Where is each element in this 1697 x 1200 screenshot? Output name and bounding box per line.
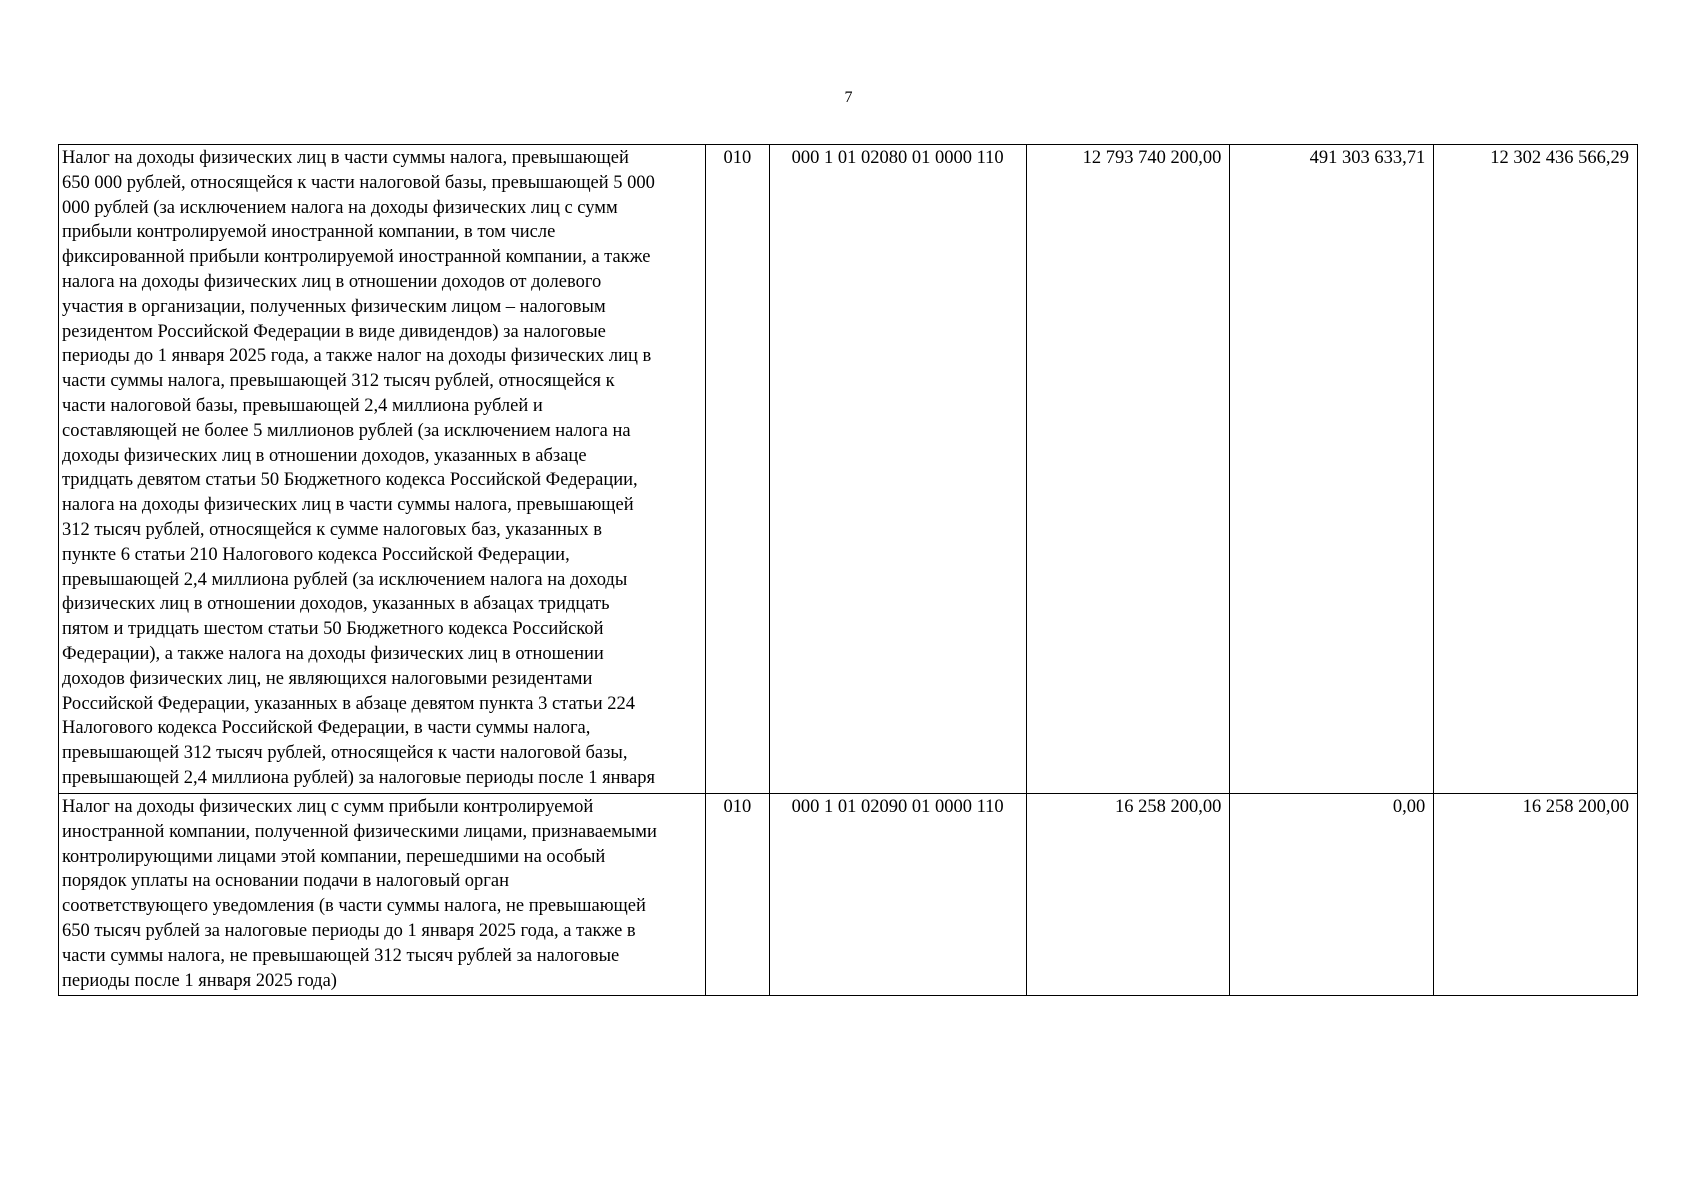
table-row <box>59 145 1638 794</box>
unexecuted-amount-cell: 12 302 436 566,29 <box>1434 145 1638 794</box>
approved-amount-cell: 12 793 740 200,00 <box>1026 145 1230 794</box>
approved-amount-cell: 16 258 200,00 <box>1026 794 1230 996</box>
income-name-cell: Налог на доходы физических лиц в части суммы налога, превышающей 650 000 рублей, относящейся к части налоговой базы, превышающей 5 000 000 рублей (за исключением налога на доходы физических лиц с сумм прибыли контролируемой иностранной компании, в том числе фиксированной прибыли контролируемой иностранной компании, а также налога на доходы физических лиц в отношении доходов от долевого участия в организации, полученных физическим лицом – налоговым резидентом Российской Федерации в виде дивидендов) за налоговые периоды до 1 января 2025 года, а также налог на доходы физических лиц в части суммы налога, превышающей 312 тысяч рублей, относящейся к части налоговой базы, превышающей 2,4 миллиона рублей и составляющей не более 5 миллионов рублей (за исключением налога на доходы физических лиц в отношении доходов, указанных в абзаце тридцать девятом статьи 50 Бюджетного кодекса Российской Федерации, налога на доходы физических лиц в части суммы налога, превышающей 312 тысяч рублей, относящейся к сумме налоговых баз, указанных в пункте 6 статьи 210 Налогового кодекса Российской Федерации, превышающей 2,4 миллиона рублей (за исключением налога на доходы физических лиц в отношении доходов, указанных в абзацах тридцать пятом и тридцать шестом статьи 50 Бюджетного кодекса Российской Федерации), а также налога на доходы физических лиц в отношении доходов физических лиц, не являющихся налоговыми резидентами Российской Федерации, указанных в абзаце девятом пункта 3 статьи 224 Налогового кодекса Российской Федерации, в части суммы налога, превышающей 312 тысяч рублей, относящейся к части налоговой базы, превышающей 2,4 миллиона рублей) за налоговые периоды после 1 января <box>59 145 706 794</box>
page-number: 7 <box>844 89 853 106</box>
line-code-cell: 010 <box>706 794 769 996</box>
line-code-cell: 010 <box>706 145 769 794</box>
budget-classification-code-cell: 000 1 01 02080 01 0000 110 <box>769 145 1026 794</box>
budget-classification-code-cell: 000 1 01 02090 01 0000 110 <box>769 794 1026 996</box>
income-name-cell: Налог на доходы физических лиц с сумм прибыли контролируемой иностранной компании, полученной физическими лицами, признаваемыми контролирующими лицами этой компании, перешедшими на особый порядок уплаты на основании подачи в налоговый орган соответствующего уведомления (в части суммы налога, не превышающей 650 тысяч рублей за налоговые периоды до 1 января 2025 года, а также в части суммы налога, не превышающей 312 тысяч рублей за налоговые периоды после 1 января 2025 года) <box>59 794 706 996</box>
budget-report-table <box>58 144 1638 996</box>
executed-amount-cell: 0,00 <box>1230 794 1434 996</box>
unexecuted-amount-cell: 16 258 200,00 <box>1434 794 1638 996</box>
table-row <box>59 794 1638 996</box>
executed-amount-cell: 491 303 633,71 <box>1230 145 1434 794</box>
